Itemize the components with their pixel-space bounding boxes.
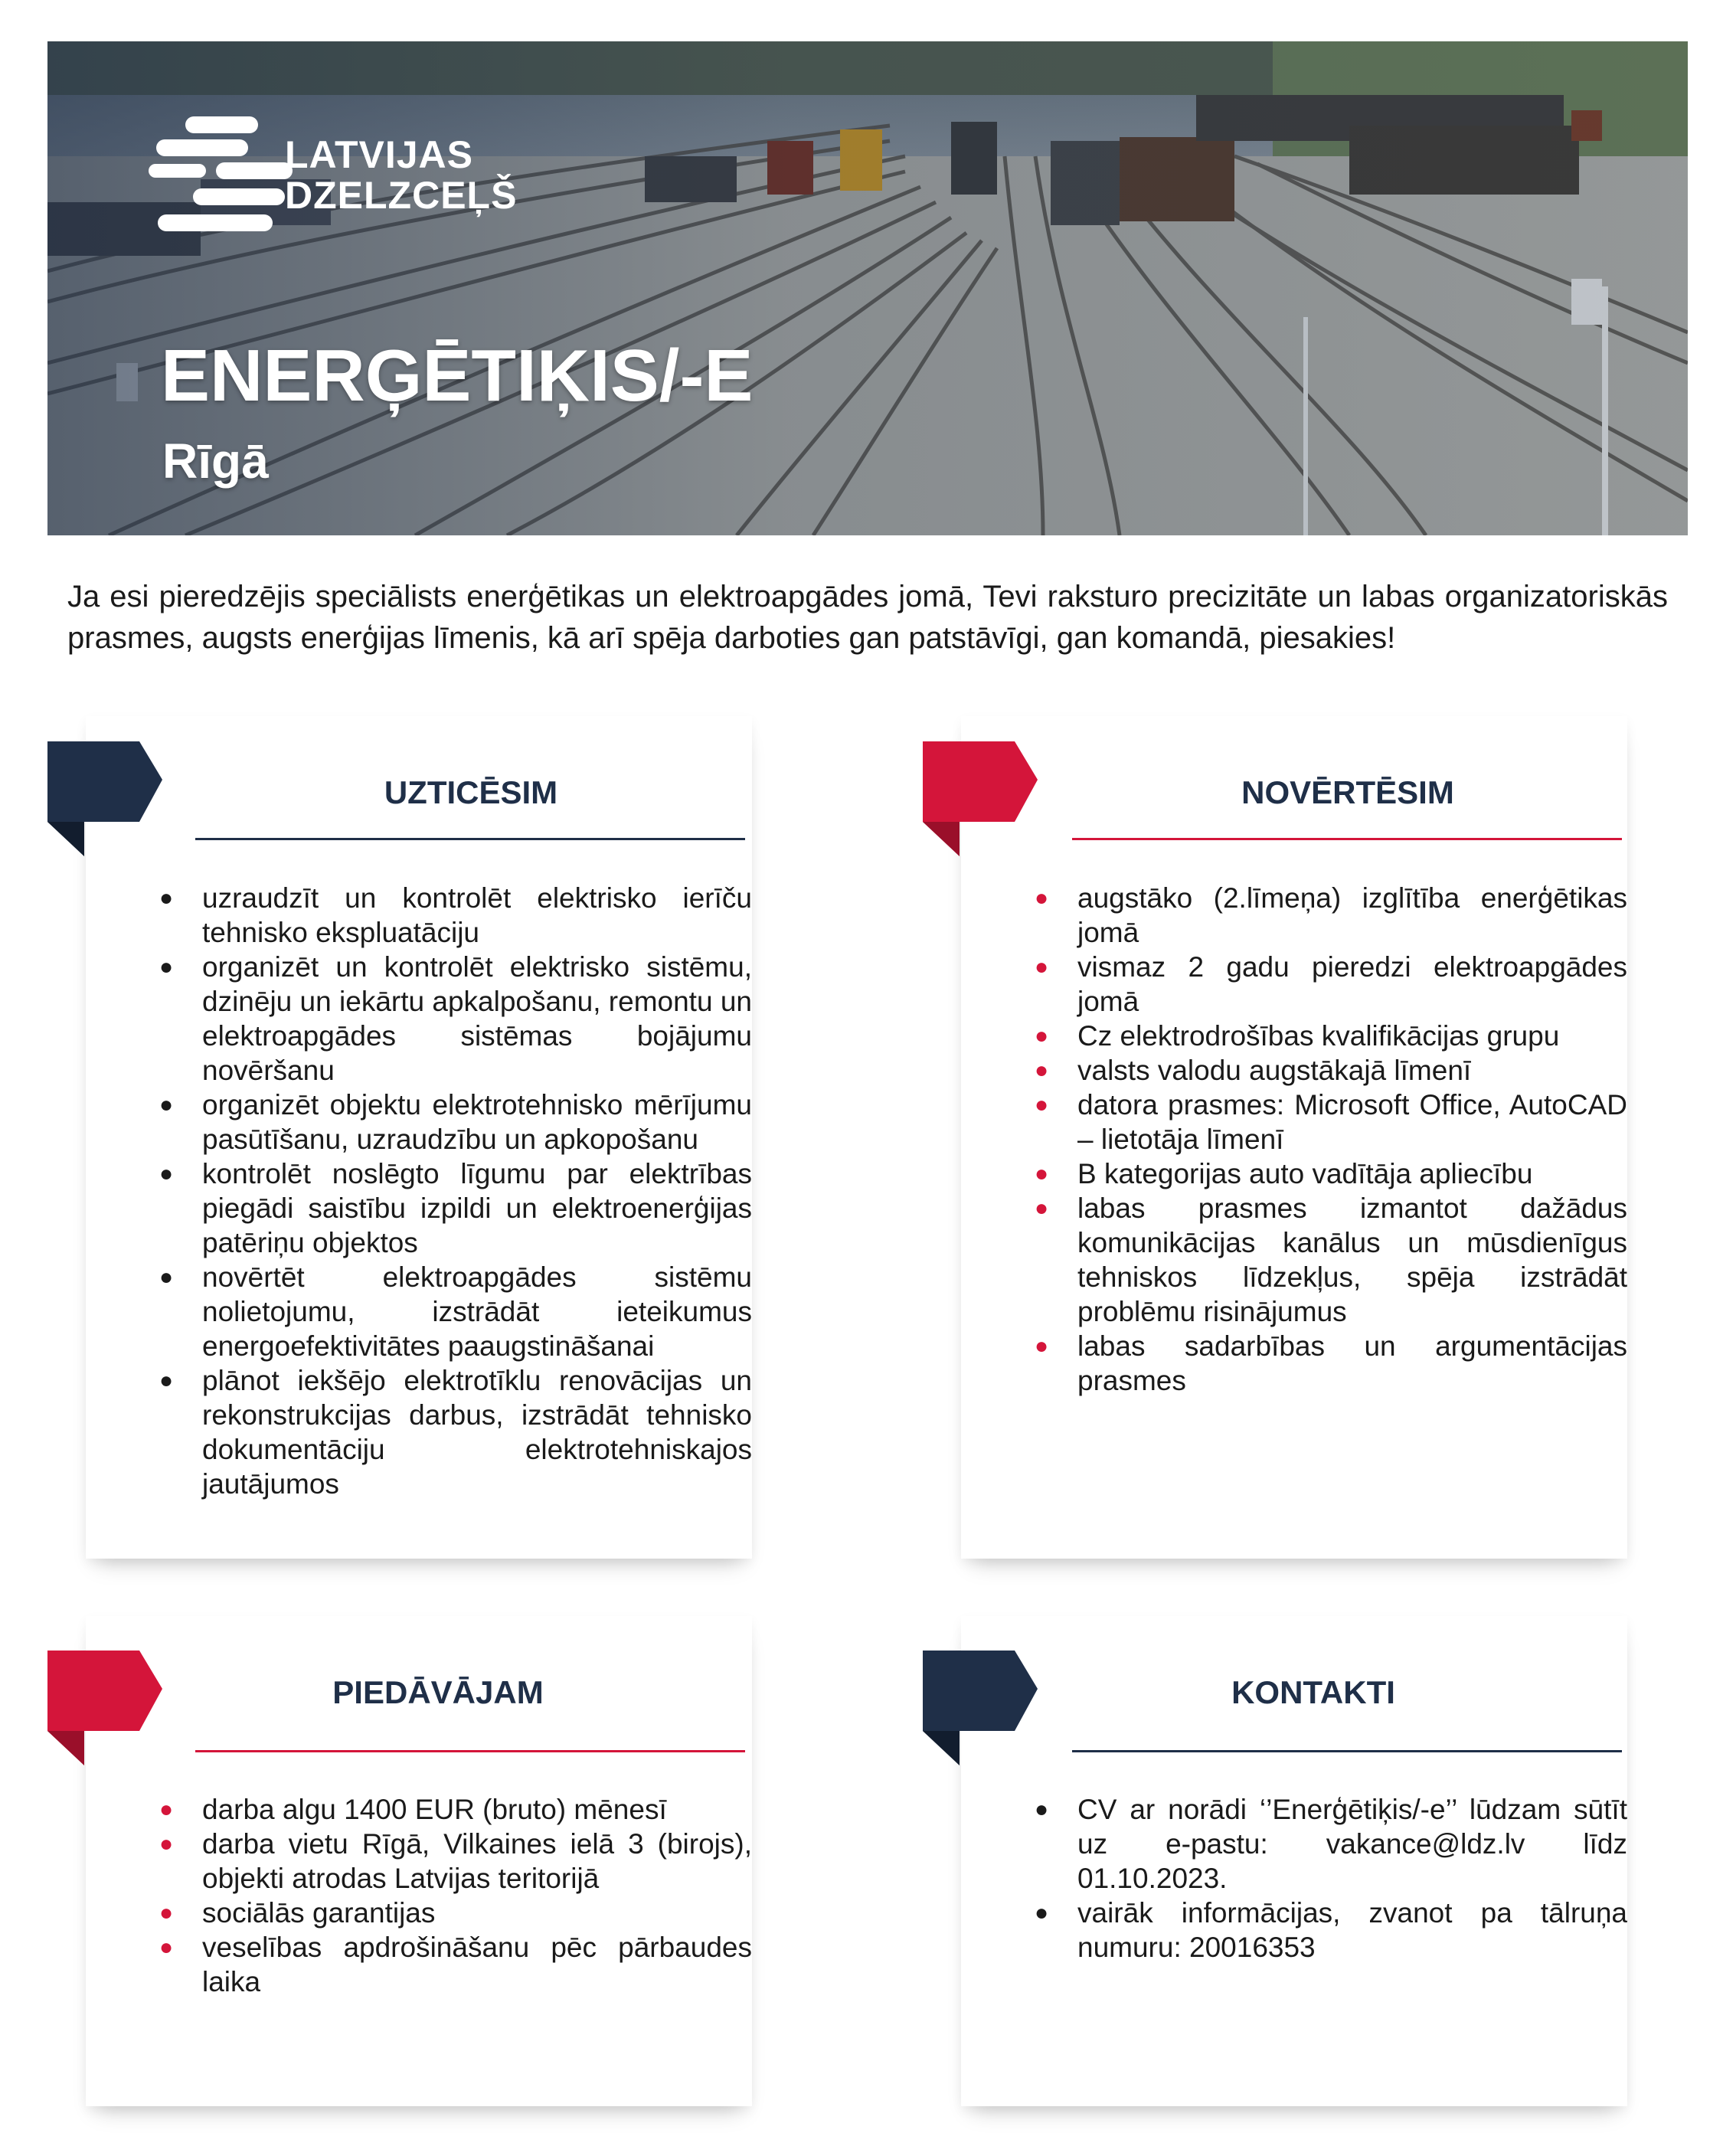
section-divider — [195, 838, 745, 840]
job-title: ENERĢĒTIĶIS/-E — [161, 335, 754, 417]
list-item: ● augstāko (2.līmeņa) izglītība enerģētikas jomā — [1035, 882, 1627, 948]
list-item: ● sociālās garantijas — [159, 1897, 436, 1929]
list-item: ● vairāk informācijas, zvanot pa tālruņa numuru: 20016353 — [1035, 1897, 1627, 1963]
logo-wordmark — [285, 135, 517, 216]
section-title-uzticesim: UZTICĒSIM — [384, 774, 558, 810]
list-item: ● darba vietu Rīgā, Vilkaines ielā 3 (birojs), objekti atrodas Latvijas teritorijā — [159, 1828, 752, 1894]
list-item: ● valsts valodu augstākajā līmenī — [1035, 1055, 1472, 1086]
section-flag-red-icon — [47, 1651, 162, 1765]
hero-banner — [47, 41, 1688, 535]
list-item: ● Cz elektrodrošības kvalifikācijas grupu — [1035, 1020, 1560, 1052]
railyard-photo — [47, 41, 1688, 535]
section-divider — [195, 1750, 745, 1752]
list-item: ● vismaz 2 gadu pieredzi elektroapgādes jomā — [1035, 951, 1627, 1017]
job-location: Rīgā — [162, 433, 269, 489]
logo-line-2: DZELZCEĻŠ — [285, 174, 518, 217]
requirements-list — [1035, 881, 1627, 1398]
list-item: ● labas prasmes izmantot dažādus komunikācijas kanālus un mūsdienīgus tehniskos līdzekļus, spēja izstrādāt problēmu risinājumus — [1035, 1193, 1627, 1327]
offer-list — [159, 1792, 752, 1999]
section-title-kontakti: KONTAKTI — [1231, 1674, 1395, 1710]
section-title-piedavajam: PIEDĀVĀJAM — [332, 1674, 544, 1710]
contacts-list — [1035, 1792, 1627, 1965]
section-title-novertesim: NOVĒRTĒSIM — [1241, 774, 1454, 810]
list-item: ● labas sadarbības un argumentācijas prasmes — [1035, 1330, 1627, 1396]
section-flag-navy-icon — [923, 1651, 1038, 1765]
list-item: ● organizēt objektu elektrotehnisko mērījumu pasūtīšanu, uzraudzību un apkopošanu — [159, 1089, 752, 1155]
section-divider — [1072, 1750, 1622, 1752]
logo-line-1: LATVIJAS — [285, 133, 473, 176]
section-divider — [1072, 838, 1622, 840]
list-item: ● CV ar norādi ‘’Enerģētiķis/-e’’ lūdzam sūtīt uz e-pastu: vakance@ldz.lv līdz 01.10.2023. — [1035, 1794, 1627, 1894]
list-item: ● veselības apdrošināšanu pēc pārbaudes laika — [159, 1932, 752, 1997]
responsibilities-list — [159, 881, 752, 1501]
list-item: ● organizēt un kontrolēt elektrisko sistēmu, dzinēju un iekārtu apkalpošanu, remontu un elektroapgādes sistēmas bojājumu novēršanu — [159, 951, 752, 1086]
section-flag-navy-icon — [47, 741, 162, 856]
intro-paragraph: Ja esi pieredzējis speciālists enerģētikas un elektroapgādes jomā, Tevi raksturo precizitāte un labas organizatoriskās prasmes, augsts enerģijas līmenis, kā arī spēja darboties gan patstāvīgi, gan komandā, piesakies! — [67, 580, 1668, 655]
list-item: ● uzraudzīt un kontrolēt elektrisko ierīču tehnisko ekspluatāciju — [159, 882, 752, 948]
list-item: ● B kategorijas auto vadītāja apliecību — [1035, 1158, 1533, 1189]
list-item: ● darba algu 1400 EUR (bruto) mēnesī — [159, 1794, 667, 1825]
list-item: ● kontrolēt noslēgto līgumu par elektrības piegādi saistību izpildi un elektroenerģijas patēriņu objektos — [159, 1158, 752, 1258]
list-item: ● plānot iekšējo elektrotīklu renovācijas un rekonstrukcijas darbus, izstrādāt tehnisko dokumentāciju elektrotehniskajos jautājumos — [159, 1365, 752, 1500]
section-flag-red-icon — [923, 741, 1038, 856]
list-item: ● novērtēt elektroapgādes sistēmu nolietojumu, izstrādāt ieteikumus energoefektivitātes paaugstināšanai — [159, 1261, 752, 1362]
list-item: ● datora prasmes: Microsoft Office, AutoCAD – lietotāja līmenī — [1035, 1089, 1627, 1155]
